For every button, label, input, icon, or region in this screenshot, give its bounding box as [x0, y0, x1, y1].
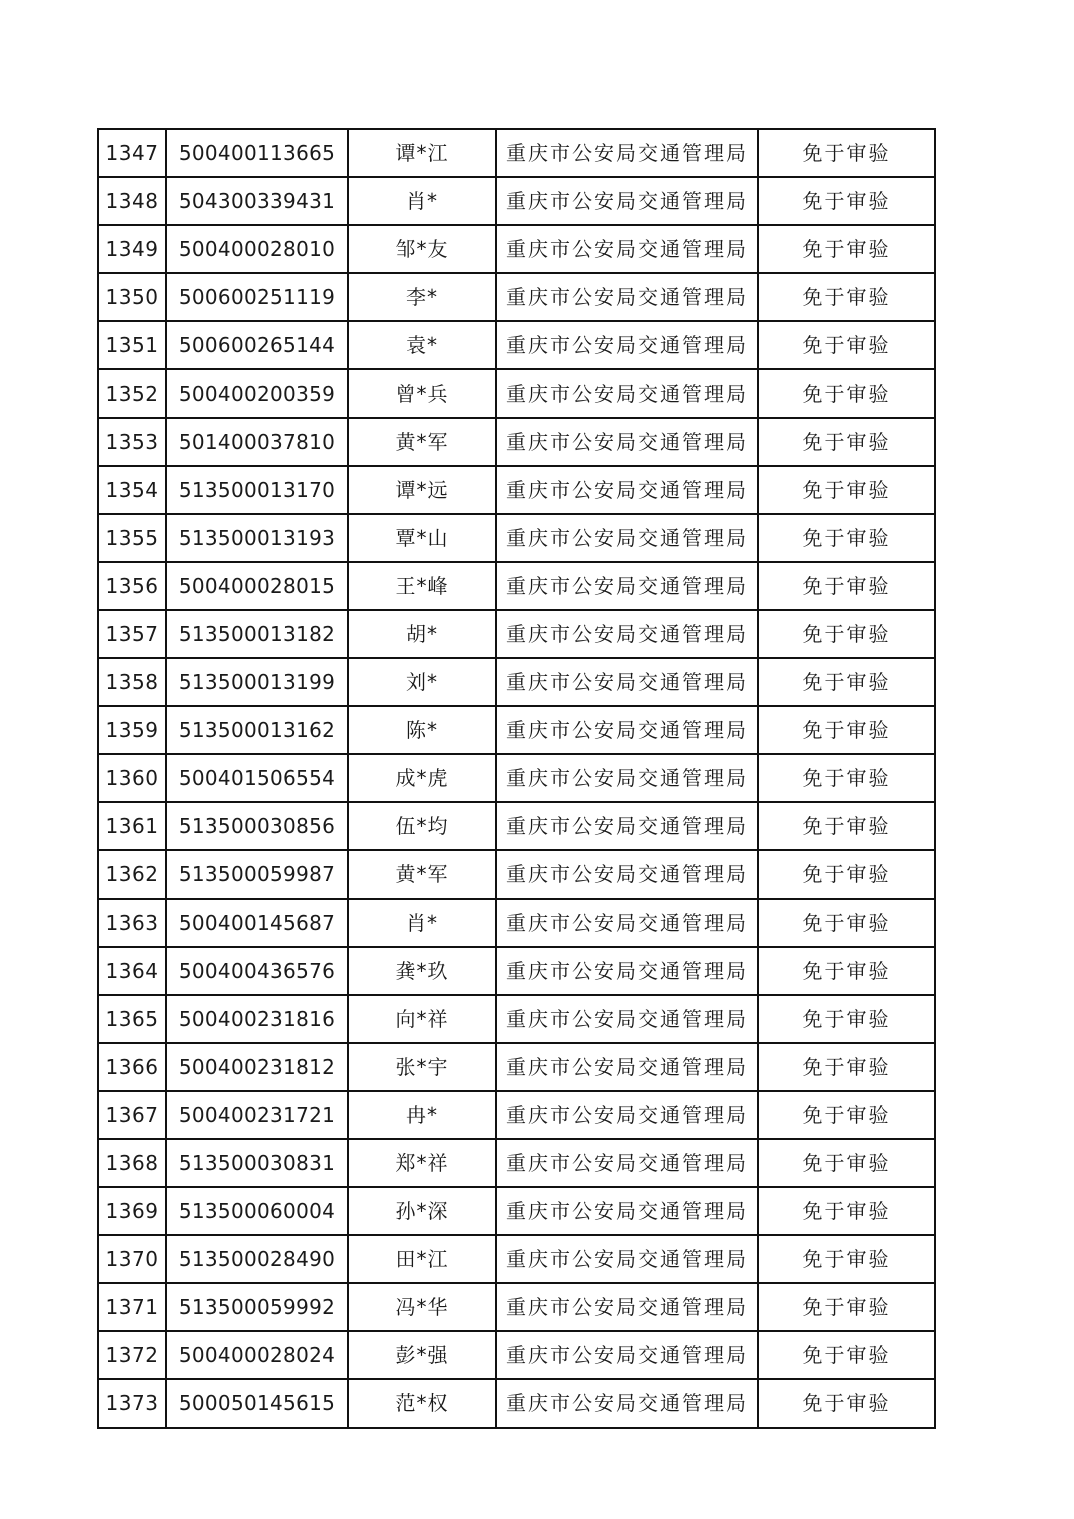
review-status-cell: 免于审验 [758, 1139, 935, 1187]
table-row [98, 1091, 935, 1139]
table-row [98, 225, 935, 273]
issuing-authority-cell: 重庆市公安局交通管理局 [496, 1139, 758, 1187]
issuing-authority-cell: 重庆市公安局交通管理局 [496, 466, 758, 514]
table-row [98, 947, 935, 995]
certificate-number-cell: 513500013193 [166, 514, 348, 562]
issuing-authority-cell: 重庆市公安局交通管理局 [496, 129, 758, 177]
sequence-number-cell: 1369 [98, 1187, 166, 1235]
sequence-number-cell: 1358 [98, 658, 166, 706]
issuing-authority-cell: 重庆市公安局交通管理局 [496, 1187, 758, 1235]
review-status-cell: 免于审验 [758, 802, 935, 850]
certificate-number-cell: 513500013182 [166, 610, 348, 658]
table-row [98, 899, 935, 947]
review-status-cell: 免于审验 [758, 899, 935, 947]
certificate-number-cell: 513500060004 [166, 1187, 348, 1235]
review-status-cell: 免于审验 [758, 658, 935, 706]
issuing-authority-cell: 重庆市公安局交通管理局 [496, 899, 758, 947]
certificate-number-cell: 500400028015 [166, 562, 348, 610]
certificate-number-cell: 513500059987 [166, 850, 348, 898]
certificate-number-cell: 500400028024 [166, 1331, 348, 1379]
certificate-number-cell: 500600265144 [166, 321, 348, 369]
person-name-cell: 孙*深 [348, 1187, 496, 1235]
table-row [98, 706, 935, 754]
person-name-cell: 龚*玖 [348, 947, 496, 995]
table-row [98, 1187, 935, 1235]
review-status-cell: 免于审验 [758, 947, 935, 995]
sequence-number-cell: 1362 [98, 850, 166, 898]
review-status-cell: 免于审验 [758, 514, 935, 562]
sequence-number-cell: 1357 [98, 610, 166, 658]
review-status-cell: 免于审验 [758, 418, 935, 466]
person-name-cell: 覃*山 [348, 514, 496, 562]
review-status-cell: 免于审验 [758, 1187, 935, 1235]
issuing-authority-cell: 重庆市公安局交通管理局 [496, 1331, 758, 1379]
table-row [98, 1379, 935, 1427]
table-row [98, 129, 935, 177]
table-row [98, 802, 935, 850]
person-name-cell: 成*虎 [348, 754, 496, 802]
issuing-authority-cell: 重庆市公安局交通管理局 [496, 1091, 758, 1139]
person-name-cell: 袁* [348, 321, 496, 369]
sequence-number-cell: 1373 [98, 1379, 166, 1427]
certificate-number-cell: 500400145687 [166, 899, 348, 947]
review-status-cell: 免于审验 [758, 1379, 935, 1427]
issuing-authority-cell: 重庆市公安局交通管理局 [496, 850, 758, 898]
table-row [98, 610, 935, 658]
table-row [98, 418, 935, 466]
sequence-number-cell: 1371 [98, 1283, 166, 1331]
sequence-number-cell: 1355 [98, 514, 166, 562]
person-name-cell: 冉* [348, 1091, 496, 1139]
issuing-authority-cell: 重庆市公安局交通管理局 [496, 1283, 758, 1331]
certificate-number-cell: 501400037810 [166, 418, 348, 466]
review-status-cell: 免于审验 [758, 1283, 935, 1331]
certificate-number-cell: 500400113665 [166, 129, 348, 177]
certificate-number-cell: 500400231812 [166, 1043, 348, 1091]
person-name-cell: 王*峰 [348, 562, 496, 610]
table-row [98, 1235, 935, 1283]
review-status-cell: 免于审验 [758, 129, 935, 177]
issuing-authority-cell: 重庆市公安局交通管理局 [496, 225, 758, 273]
sequence-number-cell: 1349 [98, 225, 166, 273]
review-status-cell: 免于审验 [758, 1043, 935, 1091]
sequence-number-cell: 1347 [98, 129, 166, 177]
certificate-number-cell: 500050145615 [166, 1379, 348, 1427]
sequence-number-cell: 1359 [98, 706, 166, 754]
certificate-number-cell: 500400231721 [166, 1091, 348, 1139]
person-name-cell: 黄*军 [348, 418, 496, 466]
certificate-number-cell: 513500030831 [166, 1139, 348, 1187]
sequence-number-cell: 1367 [98, 1091, 166, 1139]
table-row [98, 1043, 935, 1091]
roster-table-body [98, 129, 935, 1428]
issuing-authority-cell: 重庆市公安局交通管理局 [496, 418, 758, 466]
issuing-authority-cell: 重庆市公安局交通管理局 [496, 562, 758, 610]
sequence-number-cell: 1363 [98, 899, 166, 947]
sequence-number-cell: 1366 [98, 1043, 166, 1091]
person-name-cell: 曾*兵 [348, 369, 496, 417]
issuing-authority-cell: 重庆市公安局交通管理局 [496, 177, 758, 225]
certificate-number-cell: 500400436576 [166, 947, 348, 995]
person-name-cell: 刘* [348, 658, 496, 706]
sequence-number-cell: 1364 [98, 947, 166, 995]
person-name-cell: 邹*友 [348, 225, 496, 273]
certificate-number-cell: 513500030856 [166, 802, 348, 850]
issuing-authority-cell: 重庆市公安局交通管理局 [496, 706, 758, 754]
review-status-cell: 免于审验 [758, 177, 935, 225]
table-row [98, 658, 935, 706]
certificate-number-cell: 513500013199 [166, 658, 348, 706]
person-name-cell: 胡* [348, 610, 496, 658]
review-status-cell: 免于审验 [758, 562, 935, 610]
person-name-cell: 肖* [348, 177, 496, 225]
review-status-cell: 免于审验 [758, 850, 935, 898]
issuing-authority-cell: 重庆市公安局交通管理局 [496, 658, 758, 706]
person-name-cell: 谭*远 [348, 466, 496, 514]
sequence-number-cell: 1353 [98, 418, 166, 466]
table-row [98, 754, 935, 802]
review-status-cell: 免于审验 [758, 995, 935, 1043]
person-name-cell: 陈* [348, 706, 496, 754]
issuing-authority-cell: 重庆市公安局交通管理局 [496, 514, 758, 562]
sequence-number-cell: 1361 [98, 802, 166, 850]
issuing-authority-cell: 重庆市公安局交通管理局 [496, 754, 758, 802]
issuing-authority-cell: 重庆市公安局交通管理局 [496, 610, 758, 658]
sequence-number-cell: 1360 [98, 754, 166, 802]
sequence-number-cell: 1368 [98, 1139, 166, 1187]
issuing-authority-cell: 重庆市公安局交通管理局 [496, 273, 758, 321]
sequence-number-cell: 1365 [98, 995, 166, 1043]
review-status-cell: 免于审验 [758, 610, 935, 658]
issuing-authority-cell: 重庆市公安局交通管理局 [496, 1235, 758, 1283]
review-status-cell: 免于审验 [758, 369, 935, 417]
table-row [98, 466, 935, 514]
issuing-authority-cell: 重庆市公安局交通管理局 [496, 995, 758, 1043]
person-name-cell: 郑*祥 [348, 1139, 496, 1187]
certificate-number-cell: 500400231816 [166, 995, 348, 1043]
sequence-number-cell: 1356 [98, 562, 166, 610]
review-status-cell: 免于审验 [758, 1331, 935, 1379]
review-status-cell: 免于审验 [758, 273, 935, 321]
table-row [98, 369, 935, 417]
issuing-authority-cell: 重庆市公安局交通管理局 [496, 369, 758, 417]
table-row [98, 1283, 935, 1331]
issuing-authority-cell: 重庆市公安局交通管理局 [496, 1379, 758, 1427]
review-status-cell: 免于审验 [758, 1235, 935, 1283]
person-name-cell: 冯*华 [348, 1283, 496, 1331]
roster-table [97, 128, 936, 1429]
person-name-cell: 谭*江 [348, 129, 496, 177]
table-row [98, 562, 935, 610]
review-status-cell: 免于审验 [758, 466, 935, 514]
issuing-authority-cell: 重庆市公安局交通管理局 [496, 1043, 758, 1091]
issuing-authority-cell: 重庆市公安局交通管理局 [496, 802, 758, 850]
certificate-number-cell: 513500013162 [166, 706, 348, 754]
table-row [98, 850, 935, 898]
sequence-number-cell: 1351 [98, 321, 166, 369]
person-name-cell: 黄*军 [348, 850, 496, 898]
person-name-cell: 伍*均 [348, 802, 496, 850]
review-status-cell: 免于审验 [758, 1091, 935, 1139]
person-name-cell: 彭*强 [348, 1331, 496, 1379]
table-row [98, 321, 935, 369]
table-row [98, 995, 935, 1043]
review-status-cell: 免于审验 [758, 706, 935, 754]
sequence-number-cell: 1348 [98, 177, 166, 225]
person-name-cell: 向*祥 [348, 995, 496, 1043]
person-name-cell: 田*江 [348, 1235, 496, 1283]
table-row [98, 1139, 935, 1187]
certificate-number-cell: 513500013170 [166, 466, 348, 514]
person-name-cell: 张*宇 [348, 1043, 496, 1091]
issuing-authority-cell: 重庆市公安局交通管理局 [496, 947, 758, 995]
certificate-number-cell: 500401506554 [166, 754, 348, 802]
certificate-number-cell: 500400200359 [166, 369, 348, 417]
review-status-cell: 免于审验 [758, 321, 935, 369]
review-status-cell: 免于审验 [758, 754, 935, 802]
table-row [98, 177, 935, 225]
sequence-number-cell: 1354 [98, 466, 166, 514]
certificate-number-cell: 513500028490 [166, 1235, 348, 1283]
review-status-cell: 免于审验 [758, 225, 935, 273]
person-name-cell: 肖* [348, 899, 496, 947]
certificate-number-cell: 500400028010 [166, 225, 348, 273]
table-row [98, 514, 935, 562]
sequence-number-cell: 1352 [98, 369, 166, 417]
table-row [98, 1331, 935, 1379]
sequence-number-cell: 1350 [98, 273, 166, 321]
issuing-authority-cell: 重庆市公安局交通管理局 [496, 321, 758, 369]
certificate-number-cell: 504300339431 [166, 177, 348, 225]
table-row [98, 273, 935, 321]
person-name-cell: 李* [348, 273, 496, 321]
certificate-number-cell: 513500059992 [166, 1283, 348, 1331]
certificate-number-cell: 500600251119 [166, 273, 348, 321]
sequence-number-cell: 1372 [98, 1331, 166, 1379]
person-name-cell: 范*权 [348, 1379, 496, 1427]
sequence-number-cell: 1370 [98, 1235, 166, 1283]
